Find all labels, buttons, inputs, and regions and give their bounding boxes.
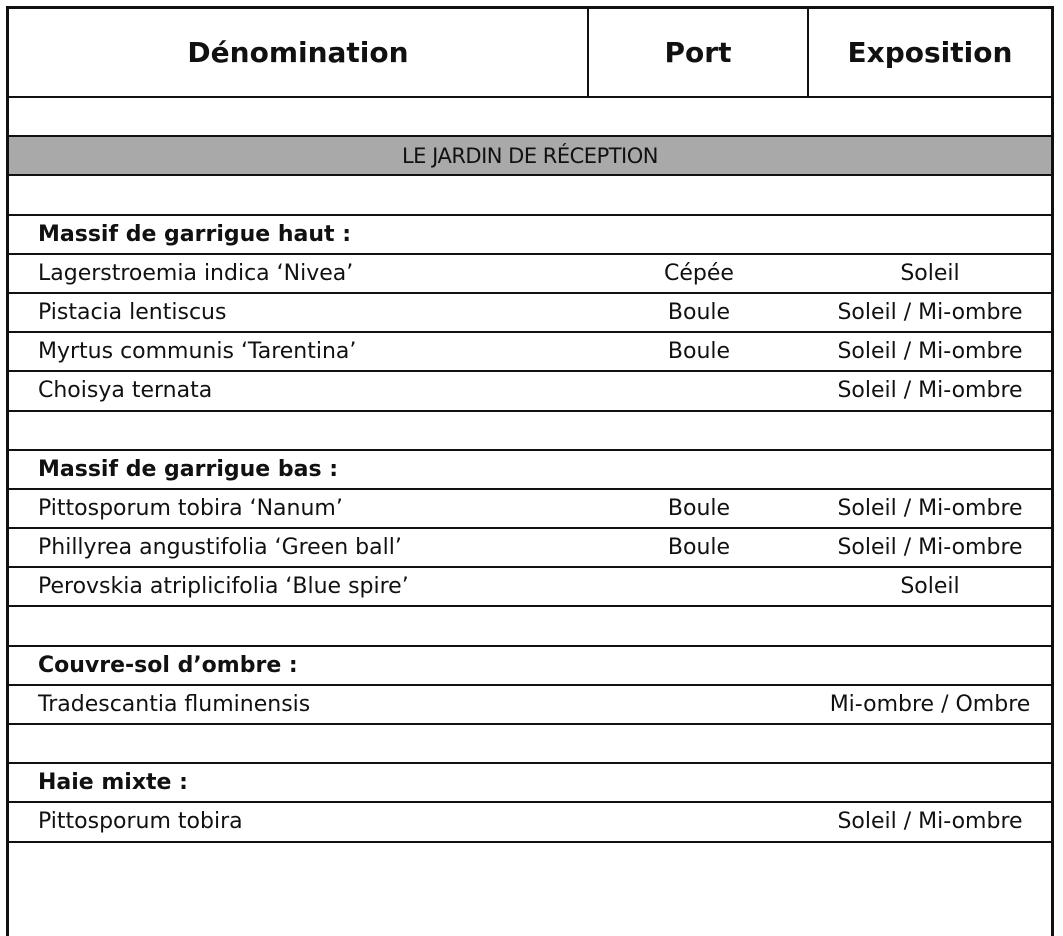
table-header [9,9,1051,98]
table-row [9,294,1051,333]
plant-exposition-cell: Soleil / Mi-ombre [837,495,1023,521]
table-row [9,803,1051,842]
spacer-row [9,176,1051,215]
plant-name-cell: Perovskia atriplicifolia ‘Blue spire’ [38,574,409,600]
plant-port-cell: Boule [667,535,731,561]
table-row [9,333,1051,372]
spacer-row [9,412,1051,451]
plant-table [6,6,1054,936]
plant-port-cell: Boule [667,300,731,326]
spacer-row [9,98,1051,137]
plant-name-cell: Pittosporum tobira ‘Nanum’ [38,495,343,521]
group-heading-row [9,216,1051,255]
table-row [9,568,1051,607]
plant-port-cell: Boule [667,495,731,521]
table-body [9,98,1051,843]
plant-exposition-cell: Soleil [900,574,960,600]
group-heading-label: Couvre-sol d’ombre : [38,652,298,678]
plant-name-cell: Phillyrea angustifolia ‘Green ball’ [38,535,402,561]
plant-name-cell: Choisya ternata [38,378,213,404]
spacer-row [9,607,1051,646]
group-heading-row [9,647,1051,686]
plant-exposition-cell: Soleil / Mi-ombre [837,300,1023,326]
plant-exposition-cell: Soleil [900,260,960,286]
table-row [9,490,1051,529]
plant-name-cell: Myrtus communis ‘Tarentina’ [38,339,357,365]
column-header-denomination: Dénomination [9,9,589,96]
plant-exposition-cell: Soleil / Mi-ombre [837,535,1023,561]
plant-name-cell: Pittosporum tobira [38,809,243,835]
section-heading [9,137,1051,176]
table-row [9,686,1051,725]
plant-name-cell: Pistacia lentiscus [38,300,227,326]
column-header-exposition: Exposition [847,36,1013,69]
plant-exposition-cell: Soleil / Mi-ombre [837,809,1023,835]
plant-exposition-cell: Mi-ombre / Ombre [829,691,1031,717]
table-row [9,372,1051,411]
plant-port-cell: Cépée [664,260,734,286]
table-row [9,529,1051,568]
section-heading-label: LE JARDIN DE RÉCEPTION [401,143,658,168]
plant-name-cell: Tradescantia fluminensis [38,691,311,717]
plant-exposition-cell: Soleil / Mi-ombre [837,339,1023,365]
table-row [9,255,1051,294]
group-heading-label: Haie mixte : [38,770,188,796]
plant-name-cell: Lagerstroemia indica ‘Nivea’ [38,260,354,286]
group-heading-label: Massif de garrigue bas : [38,456,338,482]
group-heading-row [9,451,1051,490]
group-heading-row [9,764,1051,803]
spacer-row [9,725,1051,764]
plant-port-cell: Boule [667,339,731,365]
plant-exposition-cell: Soleil / Mi-ombre [837,378,1023,404]
group-heading-label: Massif de garrigue haut : [38,221,351,247]
column-header-port: Port [589,9,809,96]
